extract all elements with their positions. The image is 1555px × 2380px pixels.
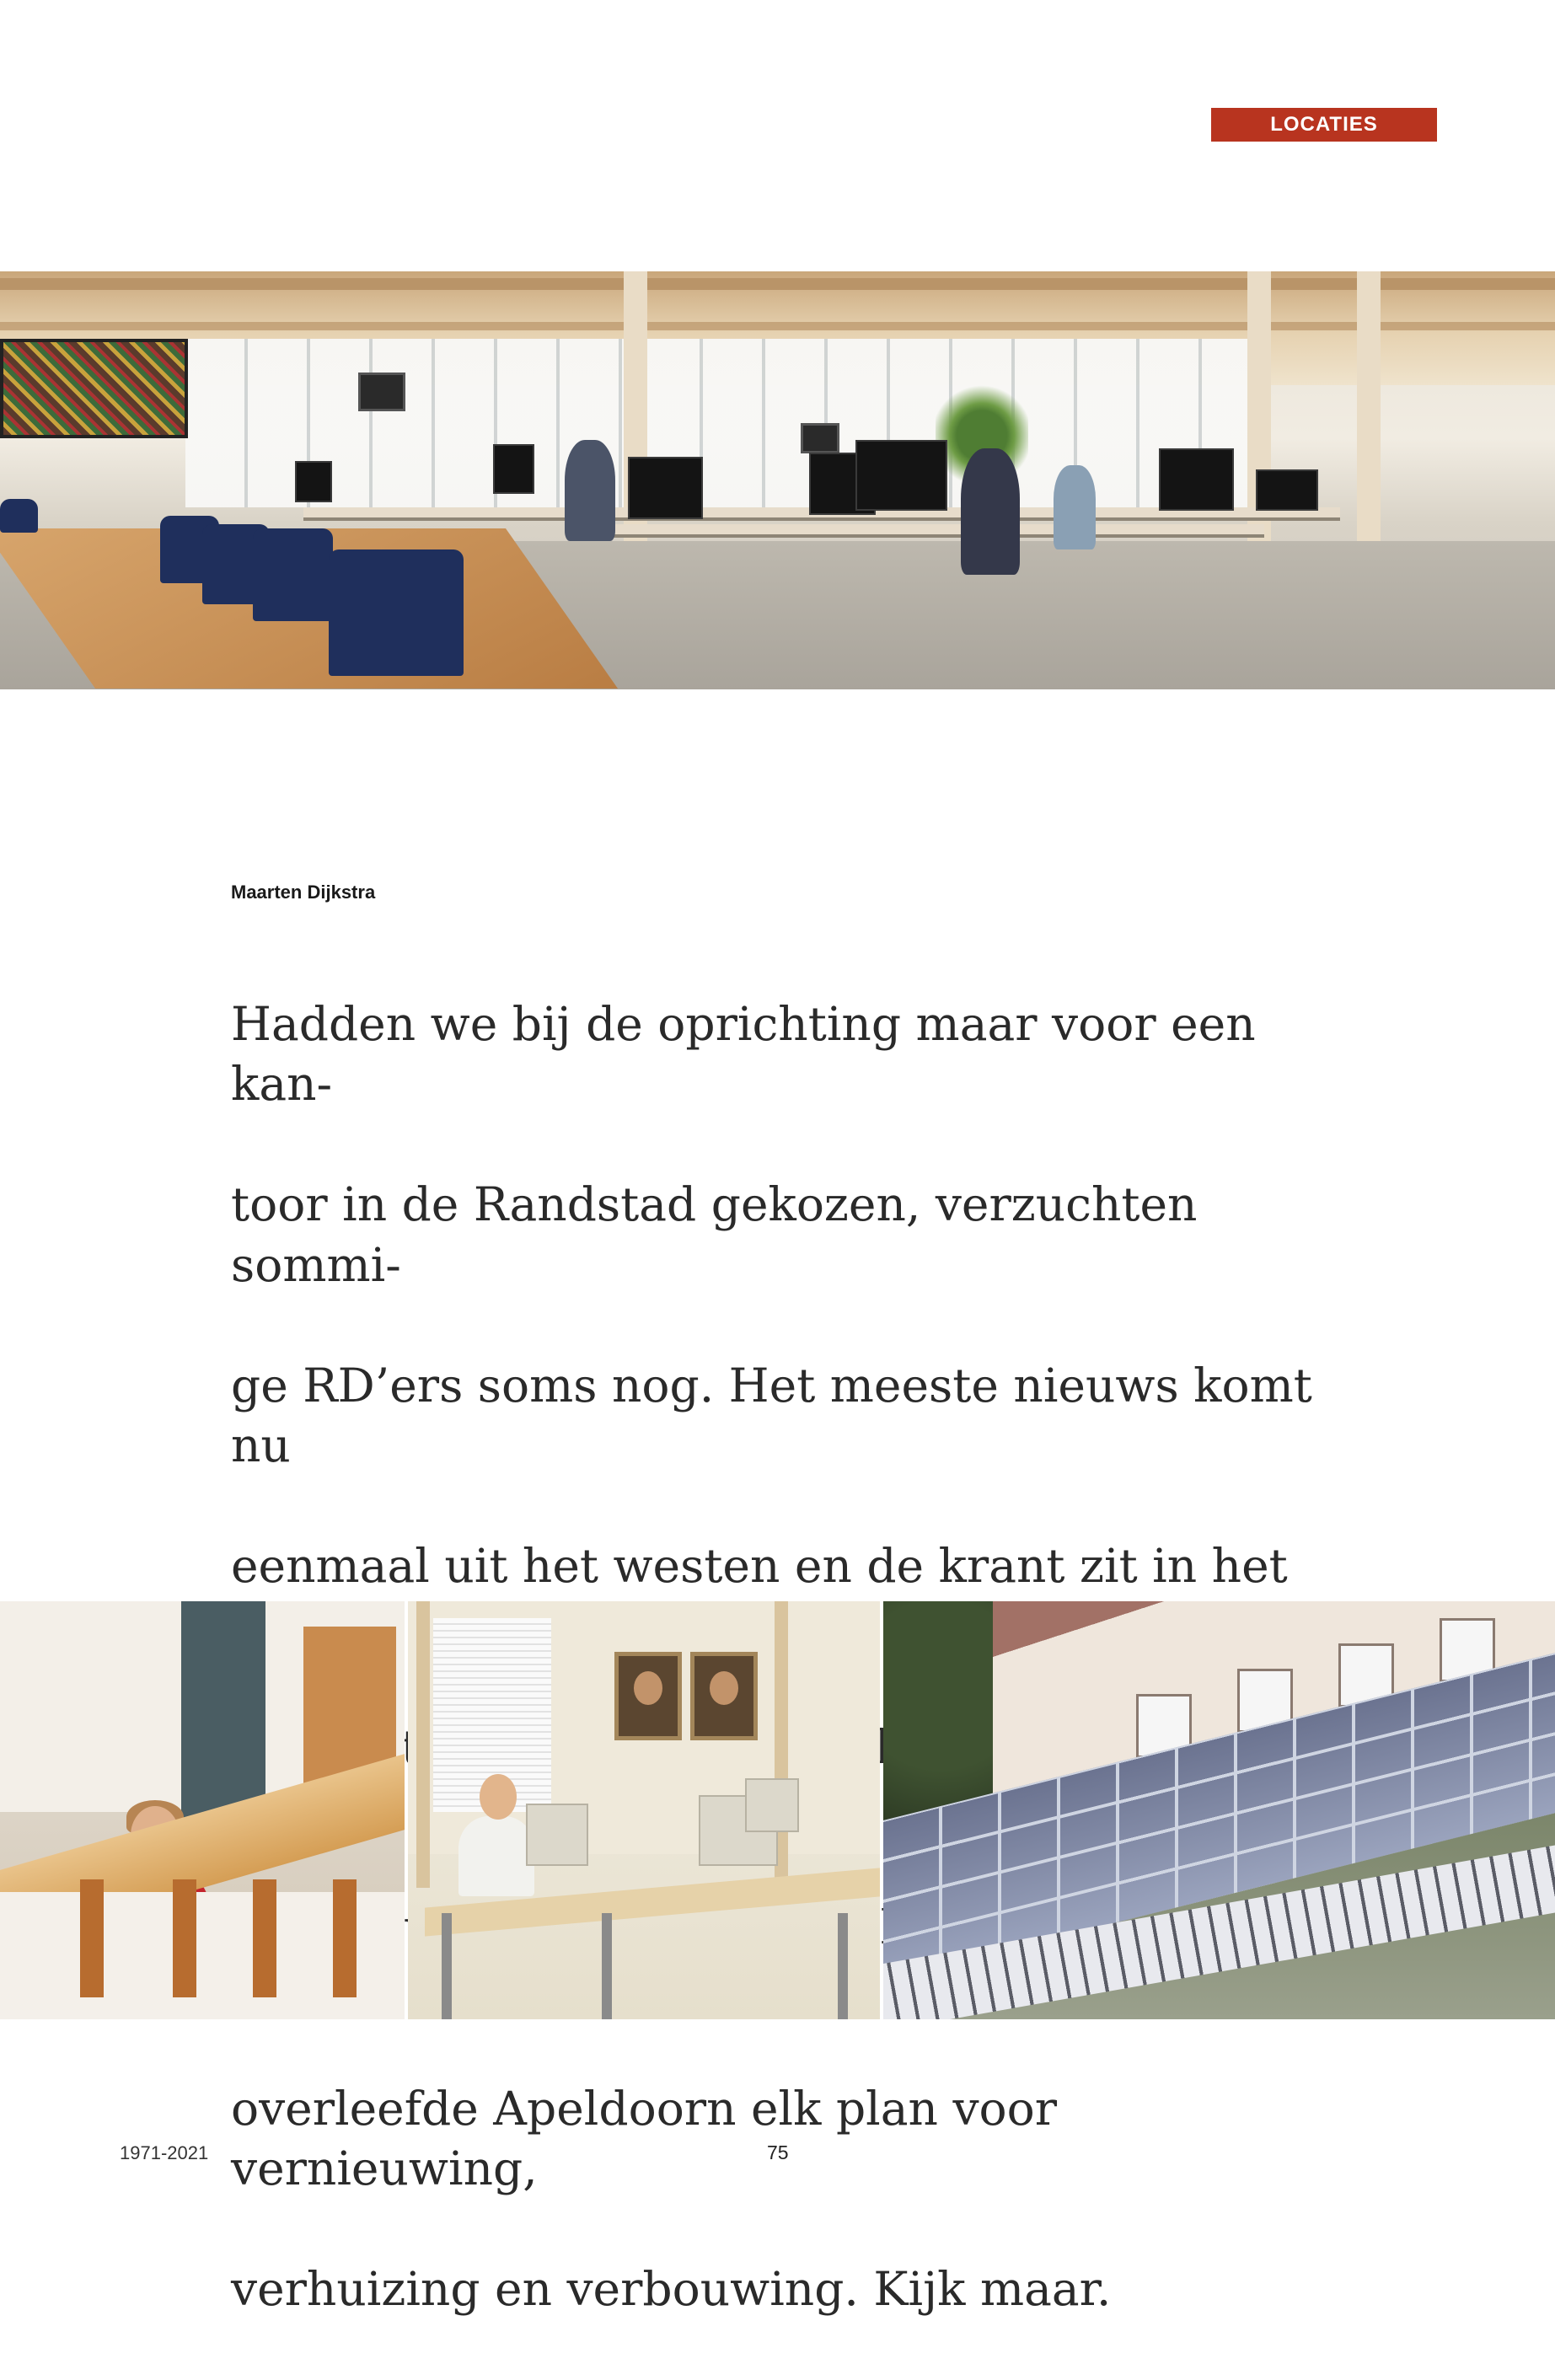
footer-years: 1971-2021 <box>120 2142 209 2163</box>
page-number: 75 <box>767 2141 789 2163</box>
section-tag: LOCATIES <box>1211 108 1437 142</box>
lead-line: ge RD’ers soms nog. Het meeste nieuws komt nu <box>231 1358 1312 1472</box>
lead-line: overleefde Apeldoorn elk plan voor vernieuwing, <box>231 2081 1058 2195</box>
lead-line: verhuizing en verbouwing. Kijk maar. <box>231 2262 1112 2316</box>
lead-line: Hadden we bij de oprichting maar voor een kan- <box>231 996 1256 1111</box>
lead-line: toor in de Randstad gekozen, verzuchten sommi- <box>231 1177 1198 1292</box>
reception-photo <box>0 1601 405 2019</box>
solar-panels-photo <box>883 1601 1555 2019</box>
newsroom-photo <box>0 271 1555 689</box>
lead-line: eenmaal uit het westen en de krant zit in het <box>231 1539 1288 1593</box>
author-name: Maarten Dijkstra <box>231 882 376 903</box>
office-photo <box>408 1601 880 2019</box>
